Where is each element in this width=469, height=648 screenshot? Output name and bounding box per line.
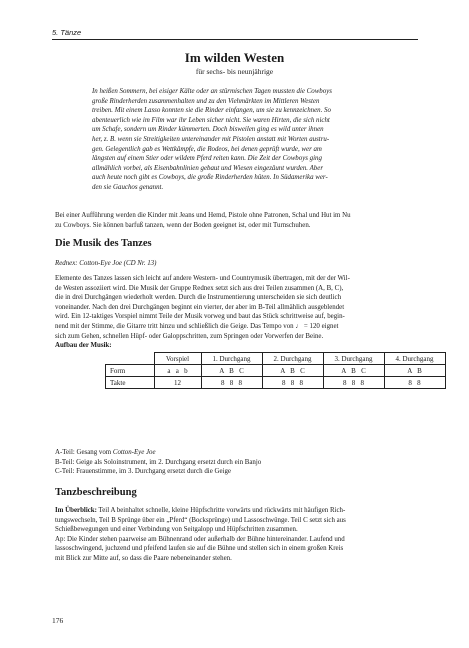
overview-text: Teil A beinhaltet schnelle, kleine Hüpfschritte vorwärts und rückwärts mit häufigen Rich- xyxy=(96,507,346,514)
column-header: 1. Durchgang xyxy=(201,353,262,365)
overview-label: Im Überblick: xyxy=(55,507,97,514)
header-rule xyxy=(52,39,418,40)
intro-line: abenteuerlich wie im Film war ihr Leben sicher nicht. Sie waren Hirten, die sich nicht xyxy=(92,116,330,124)
music-line: nend mit der Stimme, die Gitarre tritt hinzu und schließlich die Geige. Das Tempo von ♩ = 120 eignet xyxy=(55,322,339,330)
row-label: Takte xyxy=(106,377,155,389)
costume-paragraph xyxy=(55,211,418,230)
table-cell: 8 8 xyxy=(384,377,445,389)
music-line: Elemente des Tanzes lassen sich leicht auf andere Western- und Countrymusik übertragen, mit der der Wil- xyxy=(55,275,350,282)
intro-line: In heißen Sommern, bei eisiger Kälte oder an stürmischen Tagen mussten die Cowboys xyxy=(92,88,332,95)
costume-line: zu Cowboys. Sie können barfuß tanzen, wenn der Boden geeignet ist, oder mit Turnschuhen. xyxy=(55,221,311,229)
structure-heading: Aufbau der Musik: xyxy=(55,342,112,349)
table-row xyxy=(106,365,446,377)
table-cell: 8 8 8 xyxy=(323,377,384,389)
table-cell: 12 xyxy=(154,377,201,389)
intro-line: treiben. Mit einem Lasso konnten sie die Rinder einfangen, um sie zu kennzeichnen. So xyxy=(92,107,331,115)
part-a-text: A-Teil: Gesang vom xyxy=(55,449,113,456)
overview-line: Schießbewegungen und einer Verbindung von Seitgalopp und Hüpfschritten zusammen. xyxy=(55,526,298,534)
music-line: de Westen assoziiert wird. Die Musik der Gruppe Rednex setzt sich aus drei Teilen zusammen (A, B, C), xyxy=(55,284,344,292)
column-header: 4. Durchgang xyxy=(384,353,445,365)
music-line: wird. Ein 12-taktiges Vorspiel nimmt Teile der Musik vorweg und baut das Stück schrittweise auf, begin- xyxy=(55,313,345,321)
column-header: 3. Durchgang xyxy=(323,353,384,365)
table-cell: a a b xyxy=(154,365,201,377)
chapter-label: 5. Tänze xyxy=(52,28,82,37)
intro-line: große Rinderherden zusammenhalten und zu den Viehmärkten im Mittleren Westen xyxy=(92,97,320,105)
music-paragraph xyxy=(55,274,418,341)
intro-line: gen. Gelegentlich gab es Wettkämpfe, die Rodeos, bei denen geprüft wurde, wer am xyxy=(92,145,322,153)
song-title: Cotton-Eye Joe xyxy=(112,449,156,456)
ap-line: lassoschwingend, juchzend und pfeifend laufen sie auf die Bühne und stellen sich in einem großen Kreis xyxy=(55,545,344,553)
music-structure-table xyxy=(105,352,446,389)
parts-legend xyxy=(55,448,418,477)
table-cell: 8 8 8 xyxy=(262,377,323,389)
table-row xyxy=(106,377,446,389)
table-corner xyxy=(106,353,155,365)
dance-overview xyxy=(55,506,418,564)
intro-line: um Schafe, sondern um Rinder kümmerten. Doch bisweilen ging es wild unter ihnen xyxy=(92,126,324,134)
music-line: die in drei Durchgängen wiederholt werden. Durch die Instrumentierung unterscheiden sie sich deutlich xyxy=(55,294,342,302)
page-subtitle: für sechs- bis neunjährige xyxy=(195,67,274,76)
music-heading: Die Musik des Tanzes xyxy=(55,238,152,249)
intro-line: auch heute noch gibt es Cowboys, die große Rinderherden hüten. In Südamerika wer- xyxy=(92,174,328,182)
music-line: voneinander. Nach den drei Durchgängen beginnt ein vierter, der aber im B-Teil allmählich ausgeblendet xyxy=(55,303,345,311)
part-c-line: C-Teil: Frauenstimme, im 3. Durchgang ersetzt durch die Geige xyxy=(55,468,231,476)
page-title: Im wilden Westen xyxy=(184,50,285,65)
intro-text xyxy=(92,87,374,193)
part-a-line xyxy=(55,448,418,458)
table-cell: A B C xyxy=(201,365,262,377)
table-cell: A B C xyxy=(323,365,384,377)
costume-line: Bei einer Aufführung werden die Kinder mit Jeans und Hemd, Pistole ohne Patronen, Schal und Hut im Nu xyxy=(55,212,351,219)
music-line: sich zum Gehen, schnellen Hüpf- oder Galoppschritten, zum Springen oder Vorwerfen der Beine. xyxy=(55,332,324,340)
intro-line: den sie Gauchos genannt. xyxy=(92,183,164,191)
table-cell: A B C xyxy=(262,365,323,377)
table-cell: 8 8 8 xyxy=(201,377,262,389)
intro-line: her, z. B. wenn sie Streitigkeiten untereinander mit Pistolen anstatt mit Worten austru- xyxy=(92,135,330,143)
music-source: Rednex: Cotton-Eye Joe (CD Nr. 13) xyxy=(55,260,157,267)
overview-line xyxy=(55,506,418,516)
part-b-line: B-Teil: Geige als Soloinstrument, im 2. Durchgang ersetzt durch ein Banjo xyxy=(55,458,262,466)
ap-line: Ap: Die Kinder stehen paarweise am Bühnenrand oder außerhalb der Bühne hintereinander. Laufend und xyxy=(55,535,345,543)
page-number: 176 xyxy=(52,616,64,625)
intro-line: längsten auf einem Stier oder wildem Pferd reiten kann. Die Zeit der Cowboys ging xyxy=(92,155,322,163)
column-header: 2. Durchgang xyxy=(262,353,323,365)
ap-line: mit Blick zur Mitte auf, so dass die Paare nebeneinander stehen. xyxy=(55,554,232,562)
intro-line: allmählich vorbei, als Eisenbahnlinien gebaut und Wiesen eingezäunt wurden. Aber xyxy=(92,164,323,172)
table-header-row xyxy=(106,353,446,365)
overview-line: tungswechseln, Teil B Sprünge über ein „Pferd“ (Bocksprünge) und Lassoschwünge. Teil C setzt sich aus xyxy=(55,516,346,524)
column-header: Vorspiel xyxy=(154,353,201,365)
table-cell: A B xyxy=(384,365,445,377)
dance-heading: Tanzbeschreibung xyxy=(55,487,137,498)
row-label: Form xyxy=(106,365,155,377)
